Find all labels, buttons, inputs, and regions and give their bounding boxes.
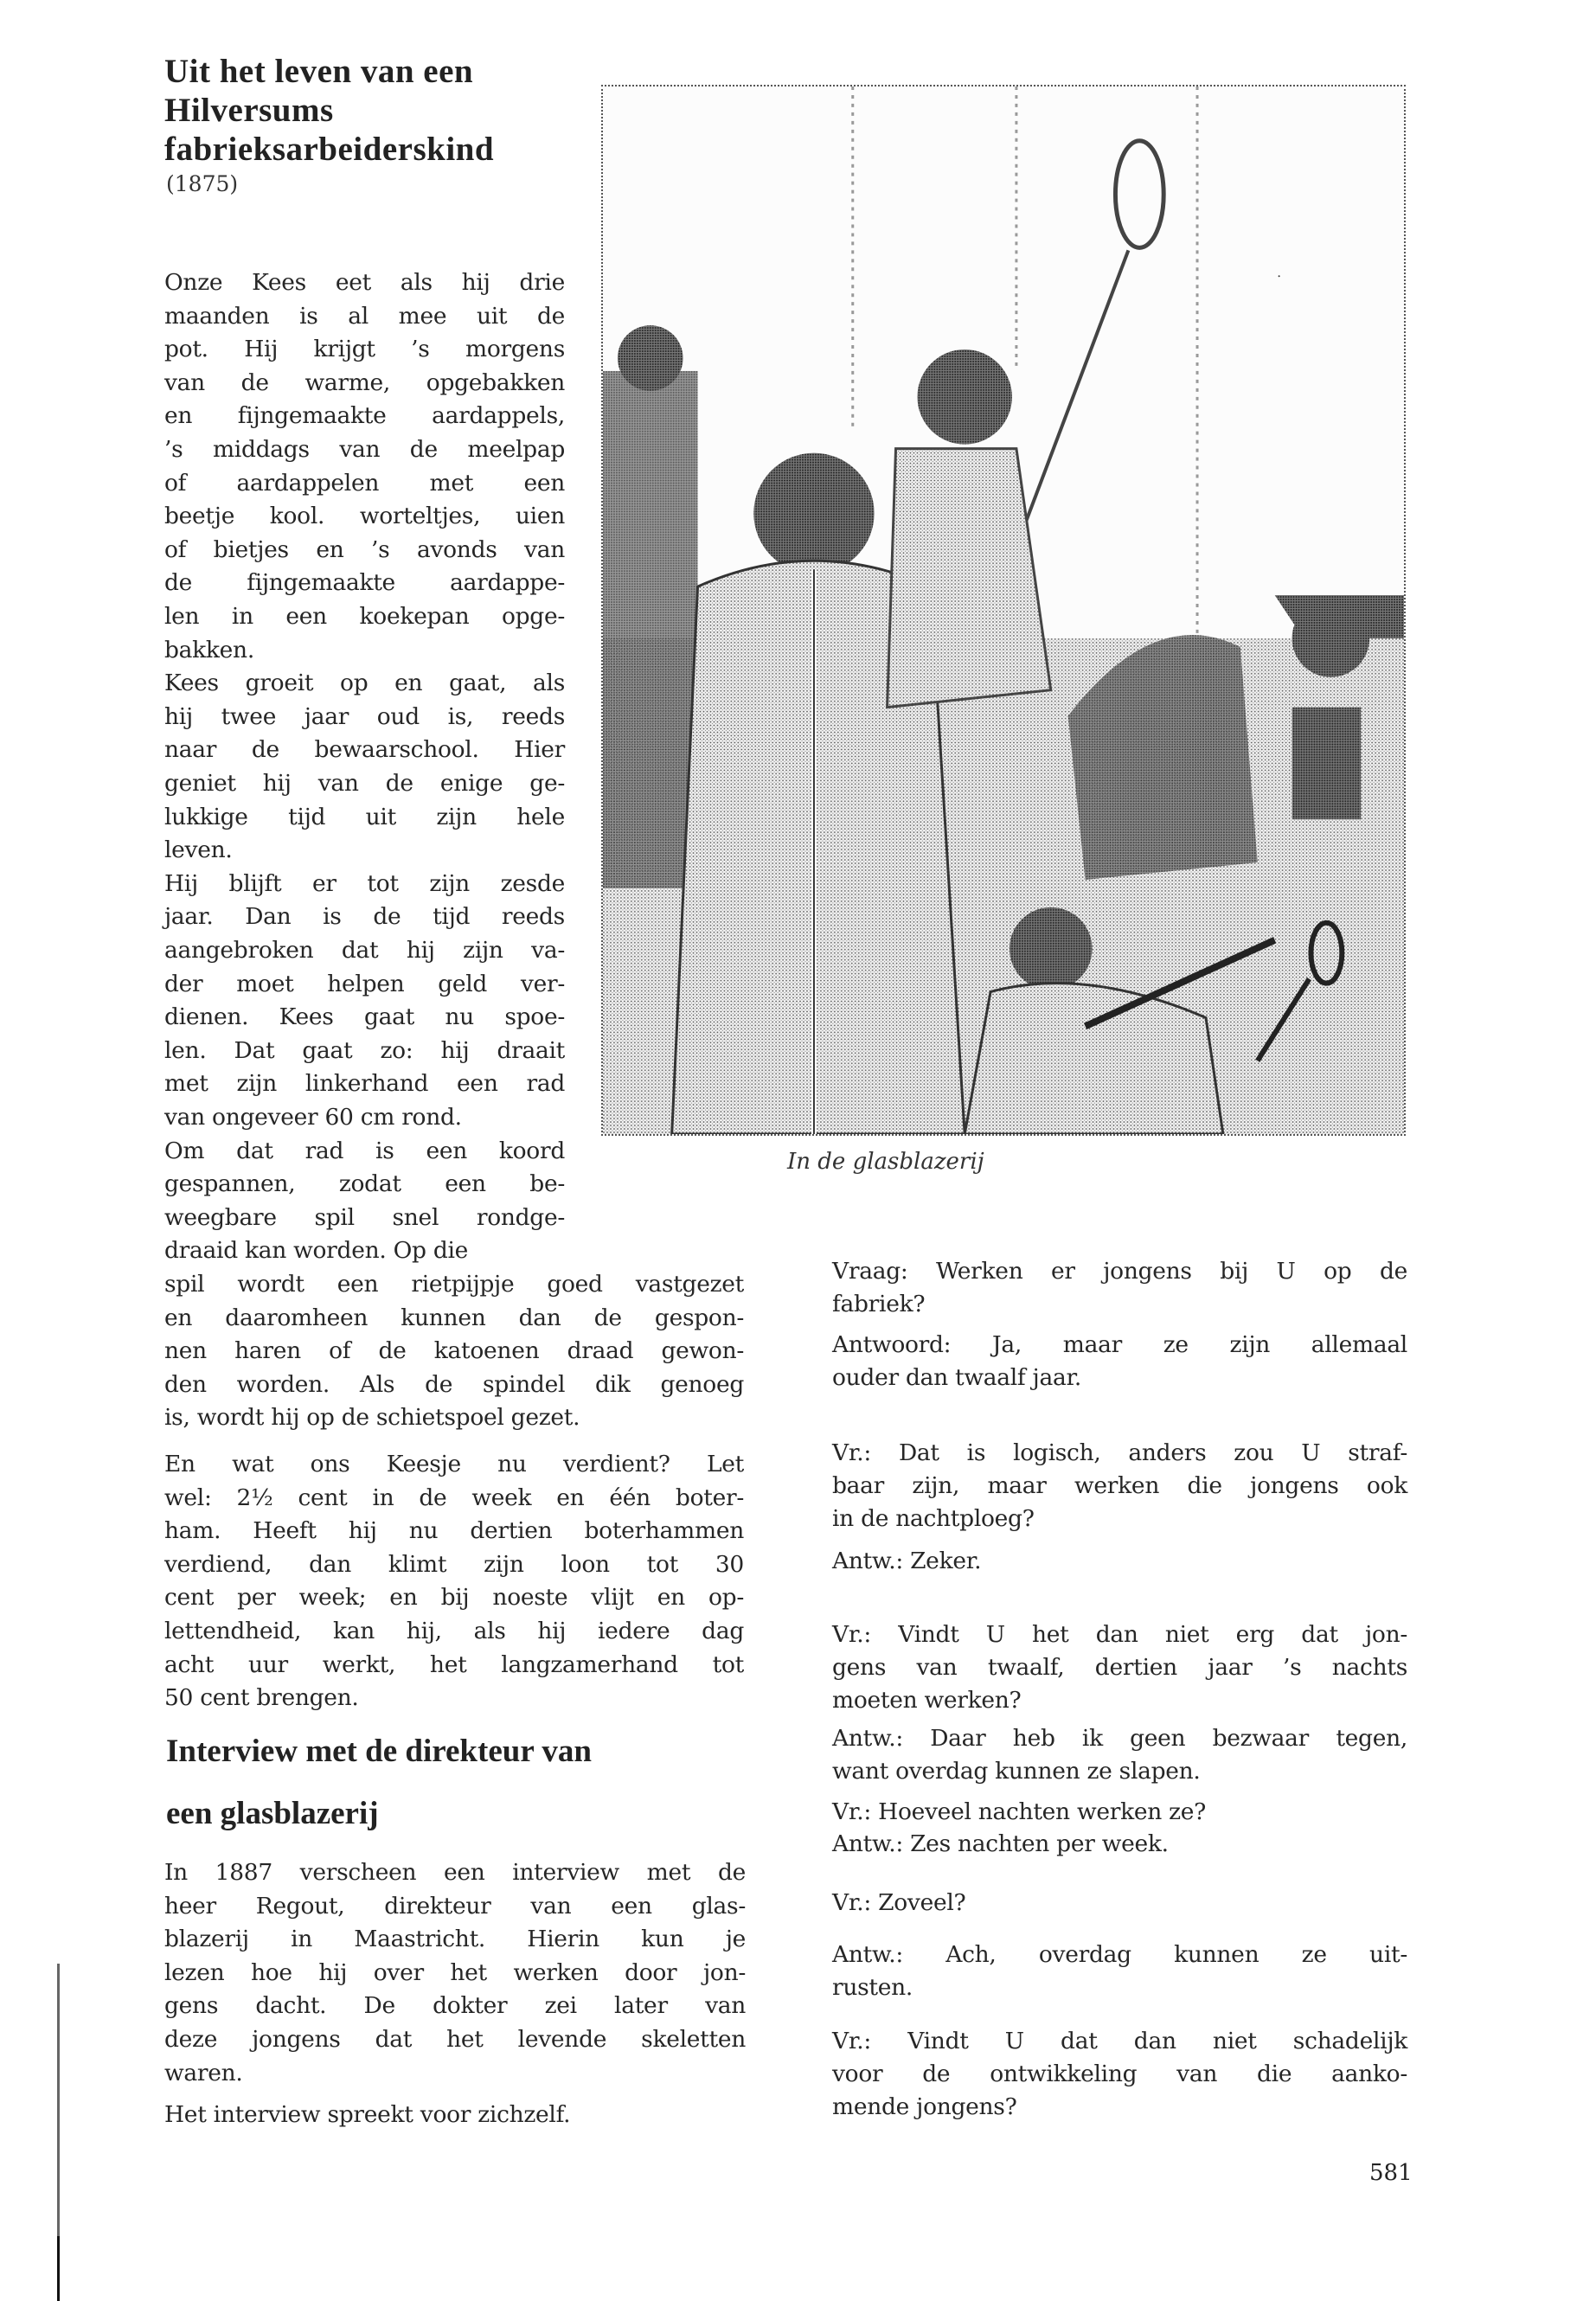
text-line: waren. xyxy=(164,2059,243,2086)
interview-line: baar zijn, maar werken die jongens ook xyxy=(832,1472,1407,1499)
interview-heading-line-1: Interview met de direkteur van xyxy=(166,1734,592,1769)
interview-line: Antw.: Daar heb ik geen bezwaar tegen, xyxy=(832,1725,1407,1752)
text-line: draaid kan worden. Op die xyxy=(164,1237,469,1265)
text-line: gespannen, zodat een be- xyxy=(164,1170,565,1198)
interview-line: Vraag: Werken er jongens bij U op de xyxy=(832,1258,1407,1285)
text-line: dienen. Kees gaat nu spoe- xyxy=(164,1003,565,1031)
text-line: of aardappelen met een xyxy=(164,469,565,497)
glassblowers-illustration xyxy=(601,85,1406,1136)
text-line: In 1887 verscheen een interview met de xyxy=(164,1859,746,1886)
text-line: beetje kool. worteltjes, uien xyxy=(164,503,565,530)
text-line: deze jongens dat het levende skeletten xyxy=(164,2026,746,2053)
interview-line: in de nachtploeg? xyxy=(832,1505,1035,1532)
text-line: len in een koekepan opge- xyxy=(164,603,565,630)
text-line: hij twee jaar oud is, reeds xyxy=(164,702,565,730)
margin-rule xyxy=(57,1964,60,2301)
figure-caption: In de glasblazerij xyxy=(787,1149,984,1175)
text-line: lezen hoe hij over het werken door jon- xyxy=(164,1958,746,1986)
text-line: ham. Heeft hij nu dertien boterhammen xyxy=(164,1517,744,1545)
text-line: met zijn linkerhand een rad xyxy=(164,1070,565,1098)
interview-line: Antw.: Zes nachten per week. xyxy=(832,1830,1169,1857)
interview-line: moeten werken? xyxy=(832,1687,1022,1714)
page-number: 581 xyxy=(1369,2160,1413,2186)
text-line: geniet hij van de enige ge- xyxy=(164,770,565,797)
text-line: den worden. Als de spindel dik genoeg xyxy=(164,1370,744,1398)
interview-line: fabriek? xyxy=(832,1291,926,1317)
illustration-drawing xyxy=(603,87,1404,1134)
interview-line: Vr.: Zoveel? xyxy=(832,1889,966,1916)
text-line: van de warme, opgebakken xyxy=(164,369,565,396)
text-line: leven. xyxy=(164,836,233,864)
text-line: de fijngemaakte aardappe- xyxy=(164,569,565,597)
text-line: wel: 2½ cent in de week en één boter- xyxy=(164,1484,744,1511)
text-line: bakken. xyxy=(164,636,254,663)
text-line: len. Dat gaat zo: hij draait xyxy=(164,1036,565,1064)
text-line: pot. Hij krijgt ’s morgens xyxy=(164,336,565,363)
text-line: lettendheid, kan hij, als hij iedere dag xyxy=(164,1618,744,1644)
interview-line: mende jongens? xyxy=(832,2093,1017,2120)
text-line: Kees groeit op en gaat, als xyxy=(164,670,565,697)
text-line: Om dat rad is een koord xyxy=(164,1137,565,1164)
text-line: aangebroken dat hij zijn va- xyxy=(164,937,565,964)
interview-line: voor de ontwikkeling van die aanko- xyxy=(832,2061,1407,2087)
article-title-line-3: fabrieksarbeiderskind xyxy=(164,131,495,168)
article-title-line-2: Hilversums xyxy=(164,92,334,129)
interview-line: rusten. xyxy=(832,1974,913,2001)
text-line: Hij blijft er tot zijn zesde xyxy=(164,869,565,897)
text-line: weegbare spil snel rondge- xyxy=(164,1203,565,1231)
text-line: en fijngemaakte aardappels, xyxy=(164,402,565,430)
text-line: Onze Kees eet als hij drie xyxy=(164,269,565,296)
interview-closing: Het interview spreekt voor zichzelf. xyxy=(164,2101,571,2128)
text-line: is, wordt hij op de schietspoel gezet. xyxy=(164,1404,580,1432)
interview-line: Vr.: Vindt U dat dan niet schadelijk xyxy=(832,2028,1407,2054)
interview-line: Vr.: Vindt U het dan niet erg dat jon- xyxy=(832,1621,1407,1648)
interview-line: ouder dan twaalf jaar. xyxy=(832,1364,1082,1391)
interview-line: Antw.: Ach, overdag kunnen ze uit- xyxy=(832,1941,1407,1968)
interview-line: Vr.: Hoeveel nachten werken ze? xyxy=(832,1798,1207,1825)
text-line: heer Regout, direkteur van een glas- xyxy=(164,1892,746,1920)
interview-line: Vr.: Dat is logisch, anders zou U straf- xyxy=(832,1439,1407,1466)
text-line: blazerij in Maastricht. Hierin kun je xyxy=(164,1926,746,1953)
text-line: en daaromheen kunnen dan de gespon- xyxy=(164,1304,744,1331)
text-line: van ongeveer 60 cm rond. xyxy=(164,1104,462,1131)
interview-line: Antw.: Zeker. xyxy=(832,1548,982,1574)
text-line: acht uur werkt, het langzamerhand tot xyxy=(164,1650,744,1678)
interview-line: want overdag kunnen ze slapen. xyxy=(832,1758,1201,1785)
interview-line: Antwoord: Ja, maar ze zijn allemaal xyxy=(832,1331,1407,1358)
text-line: lukkige tijd uit zijn hele xyxy=(164,803,565,830)
interview-line: gens van twaalf, dertien jaar ’s nachts xyxy=(832,1654,1407,1681)
text-line: of bietjes en ’s avonds van xyxy=(164,535,565,563)
text-line: cent per week; en bij noeste vlijt en op- xyxy=(164,1584,744,1612)
text-line: naar de bewaarschool. Hier xyxy=(164,736,565,764)
text-line: ’s middags van de meelpap xyxy=(164,436,565,463)
text-line: jaar. Dan is de tijd reeds xyxy=(164,903,565,931)
text-line: verdiend, dan klimt zijn loon tot 30 xyxy=(164,1550,744,1578)
text-line: gens dacht. De dokter zei later van xyxy=(164,1992,746,2020)
article-year: (1875) xyxy=(166,171,239,196)
text-line: 50 cent brengen. xyxy=(164,1684,359,1712)
text-line: maanden is al mee uit de xyxy=(164,302,565,330)
article-title-line-1: Uit het leven van een xyxy=(164,53,474,90)
text-line: spil wordt een rietpijpje goed vastgezet xyxy=(164,1271,744,1298)
interview-heading-line-2: een glasblazerij xyxy=(166,1796,379,1831)
text-line: nen haren of de katoenen draad gewon- xyxy=(164,1337,744,1365)
text-line: der moet helpen geld ver- xyxy=(164,970,565,997)
text-line: En wat ons Keesje nu verdient? Let xyxy=(164,1451,744,1477)
